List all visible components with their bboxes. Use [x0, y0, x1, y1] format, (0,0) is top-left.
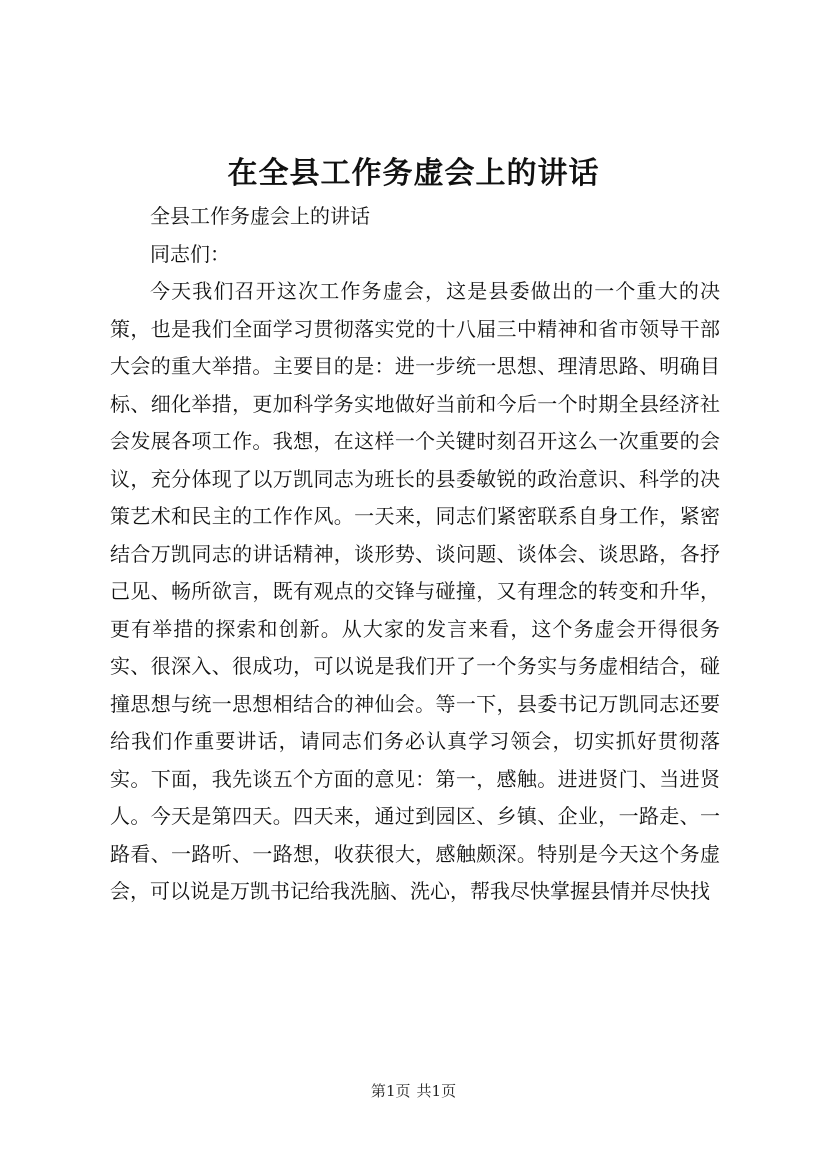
footer-total-suffix: 页 — [441, 1082, 457, 1100]
footer-total-pages: 1 — [431, 1082, 442, 1100]
footer-total-prefix: 共 — [416, 1082, 432, 1100]
body-paragraph-salutation: 同志们： — [150, 241, 230, 266]
footer-page-mid: 页 — [395, 1082, 411, 1100]
body-paragraph-subtitle: 全县工作务虚会上的讲话 — [150, 204, 370, 228]
document-title: 在全县工作务虚会上的讲话 — [227, 156, 600, 191]
footer-page-prefix: 第 — [370, 1082, 386, 1100]
page-footer — [0, 1080, 827, 1101]
footer-page-number: 1 — [385, 1082, 396, 1100]
body-paragraph-main: 今天我们召开这次工作务虚会，这是县委做出的一个重大的决策，也是我们全面学习贯彻落实党的十八届三中精神和省市领导干部大会的重大举措。主要目的是：进一步统一思想、理清思路、明确目标、细化举措，更加科学务实地做好当前和今后一个时期全县经济社会发展各项工作。我想，在这样一个关键时刻召开这么一次重要的会议，充分体现了以万凯同志为班长的县委敏锐的政治意识、科学的决策艺术和民主的工作作风。一天来，同志们紧密联系自身工作，紧密结合万凯同志的讲话精神，谈形势、谈问题、谈体会、谈思路，各抒己见、畅所欲言，既有观点的交锋与碰撞，又有理念的转变和升华，更有举措的探索和创新。从大家的发言来看，这个务虚会开得很务实、很深入、很成功，可以说是我们开了一个务实与务虚相结合，碰撞思想与统一思想相结合的神仙会。等一下，县委书记万凯同志还要给我们作重要讲话，请同志们务必认真学习领会，切实抓好贯彻落实。下面，我先谈五个方面的意见：第一，感触。进进贤门、当进贤人。今天是第四天。四天来，通过到园区、乡镇、企业，一路走、一路看、一路听、一路想，收获很大，感触颇深。特别是今天这个务虚会，可以说是万凯书记给我洗脑、洗心，帮我尽快掌握县情并尽快找 — [110, 279, 720, 903]
document-body — [110, 198, 720, 911]
